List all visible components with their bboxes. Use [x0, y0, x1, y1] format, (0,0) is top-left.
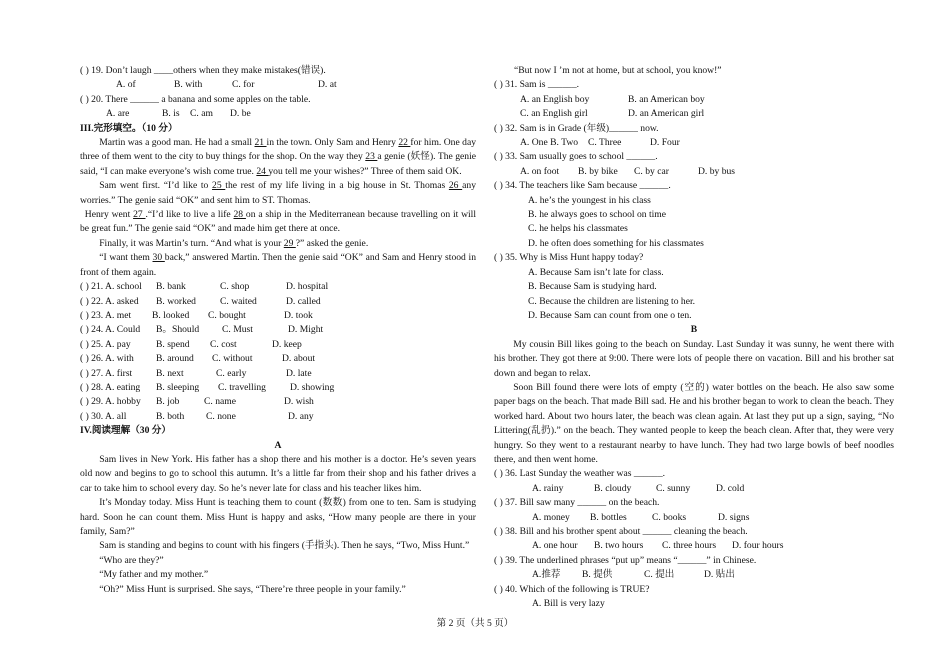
question-options [494, 237, 894, 251]
blank-26: 26 [448, 180, 463, 192]
q20-options [80, 107, 476, 121]
q20-opt-d: D. be [230, 108, 251, 120]
question-options [494, 136, 894, 150]
blank-30: 30 [152, 252, 165, 264]
left-column [80, 64, 476, 597]
blank-23: 23 [365, 151, 378, 163]
cloze-option-row: ( ) 28. A. eating B. sleeping C. travelling D. showing [80, 381, 335, 393]
cloze-option-row: ( ) 30. A. all B. both C. none D. any [80, 410, 314, 422]
answer-option: A. an English boy [520, 93, 590, 105]
page-number-footer: 第 2 页（共 5 页） [436, 618, 514, 629]
right-column [494, 64, 894, 611]
blank-27: 27 [133, 209, 146, 221]
answer-option: D. 贴出 [704, 569, 735, 581]
answer-option: D. signs [718, 511, 750, 523]
passage-b-paragraph: My cousin Bill likes going to the beach on Sunday. Last Sunday it was sunny, he went there with his brother. They got there at 9:00. There were lots of people there on vacation. Bill and his brother sat down and began to relax. [494, 338, 894, 379]
answer-option: C. three hours [662, 540, 717, 552]
question-stem: ( ) 35. Why is Miss Hunt happy today? [494, 252, 644, 264]
question-options [494, 539, 894, 553]
answer-option: B. cloudy [594, 482, 632, 494]
answer-option: D. by bus [698, 165, 736, 177]
passage-a-closing-quote: “But now I ’m not at home, but at school, you know!” [514, 65, 722, 76]
answer-option: C. sunny [656, 482, 691, 494]
answer-option: A. money [532, 511, 570, 523]
answer-option: C. he helps his classmates [528, 223, 628, 235]
question-options [494, 482, 894, 496]
q20-opt-b: B. is [162, 108, 180, 120]
answer-option: D. Because Sam can count from one o ten. [528, 309, 692, 321]
passage-b-paragraph: Soon Bill found there were lots of empty (空的) water bottles on the beach. He also saw some paper bags on the beach. That made Bill sad. He and his brother began to work to clean the beach. They worked hard. About two hours later, the beach was clean again. At last they put up a sign, saying, “No Littering(乱扔).” on the beach. They wanted people to keep the beach clean. After that, they were very hungry. So they went to a restaurant nearby to have lunch. They had two large bowls of beef noodles there, and then went home. [494, 381, 894, 465]
passage-a-label: A [274, 439, 282, 451]
cloze-option-row: ( ) 21. A. school B. bank C. shop D. hospital [80, 281, 329, 293]
question-options [494, 266, 894, 280]
cloze-option-row: ( ) 25. A. pay B. spend C. cost D. keep [80, 338, 302, 350]
answer-option: C. 提出 [644, 569, 675, 581]
answer-option: A. rainy [532, 482, 564, 494]
answer-option: A.推荐 [532, 569, 561, 581]
question-options [494, 208, 894, 222]
question-options [494, 280, 894, 294]
question-stem: ( ) 32. Sam is in Grade (年级)______ now. [494, 122, 659, 134]
q20-opt-a: A. are [106, 108, 130, 120]
question-stem: ( ) 40. Which of the following is TRUE? [494, 583, 650, 595]
question-options [494, 309, 894, 323]
passage-a-paragraph: Sam lives in New York. His father has a shop there and his mother is a doctor. He’s seven years old now and begins to go to school this autumn. It’s a little far from their shop and his father drives a car to take him to school every day. So he’s never late for class and his teacher likes him. [80, 453, 476, 494]
question-options [494, 93, 894, 107]
question-options [494, 295, 894, 309]
q19-opt-a: A. of [116, 79, 136, 91]
question-stem: ( ) 36. Last Sunday the weather was ______. [494, 468, 666, 480]
passage-a-paragraph: It’s Monday today. Miss Hunt is teaching them to count (数数) from one to ten. Sam is studying hard. Soon he can count them. Miss Hunt is happy and asks, “How many people are there in your family, Sam?” [80, 497, 476, 537]
cloze-paragraph-5: “I want them 30 back,” answered Martin. Then the genie said “OK” and Sam and Henry stood in front of them again. [80, 252, 476, 278]
question-options [494, 165, 894, 179]
answer-option: B. an American boy [628, 93, 705, 105]
cloze-options-list [80, 280, 476, 424]
cloze-option-row: ( ) 23. A. met B. looked C. bought D. took [80, 309, 313, 321]
answer-option: B. bottles [590, 511, 627, 523]
blank-28: 28 [233, 209, 246, 221]
passage-a-paragraph: “Who are they?” [99, 554, 164, 566]
question-stem: ( ) 39. The underlined phrases “put up” means “______” in Chinese. [494, 554, 757, 566]
answer-option: A. Because Sam isn’t late for class. [528, 266, 664, 278]
answer-option: A. Bill is very lazy [532, 598, 605, 610]
passage-a-paragraph: “Oh?” Miss Hunt is surprised. She says, “There’re three people in your family.” [99, 583, 406, 595]
cloze-option-row: ( ) 29. A. hobby B. job C. name D. wish [80, 396, 314, 408]
question-stem: ( ) 31. Sam is ______. [494, 79, 580, 91]
cloze-paragraph-1: Martin was a good man. He had a small 21 in the town. Only Sam and Henry 22 for him. One day three of them went to the city to buy things for the shop. On the way they 23 a genie (妖怪). The genie said, “I can make everyone’s wish come true. 24 you tell me your wishes?” Three of them said OK. [80, 137, 477, 177]
blank-29: 29 [283, 237, 296, 249]
passage-a-paragraph: “My father and my mother.” [99, 569, 209, 581]
questions-36-40 [494, 467, 894, 611]
answer-option: D. he often does something for his classmates [528, 237, 704, 249]
blank-21: 21 [254, 137, 267, 149]
cloze-option-row: ( ) 22. A. asked B. worked C. waited D. called [80, 295, 321, 307]
cloze-option-row: ( ) 24. A. Could B。Should C. Must D. Might [80, 324, 324, 336]
answer-option: C. books [652, 511, 687, 523]
question-options [494, 222, 894, 236]
section-4-title: IV.阅读理解（30 分） [80, 425, 171, 437]
blank-24: 24 [256, 165, 269, 177]
question-options [494, 568, 894, 582]
cloze-paragraph-3: Henry went 27 .“I’d like to live a life 28 on a ship in the Mediterranean because travelling on it will be great fun.” The genie said “OK” and made him get there at once. [80, 209, 477, 235]
answer-option: D. cold [716, 482, 745, 494]
answer-option: A. on foot [520, 165, 560, 177]
question-options [494, 107, 894, 121]
blank-25: 25 [212, 180, 226, 192]
q19-opt-b: B. with [174, 79, 203, 91]
answer-option: D. an American girl [628, 108, 705, 120]
answer-option: B. two hours [594, 540, 644, 552]
answer-option: C. Because the children are listening to her. [528, 295, 696, 307]
question-stem: ( ) 37. Bill saw many ______ on the beach. [494, 497, 660, 509]
passage-a-paragraph: Sam is standing and begins to count with his fingers (手指头). Then he says, “Two, Miss Hunt.” [99, 540, 470, 552]
blank-22: 22 [398, 137, 411, 149]
question-stem: ( ) 33. Sam usually goes to school ______. [494, 151, 658, 163]
q20-opt-c: C. am [190, 108, 213, 120]
q20-stem: ( ) 20. There ______ a banana and some apples on the table. [80, 93, 311, 105]
answer-option: D. Four [650, 137, 680, 149]
q19-options [80, 78, 476, 92]
cloze-option-row: ( ) 27. A. first B. next C. early D. late [80, 367, 312, 379]
q19-opt-d: D. at [318, 79, 337, 91]
answer-option: B. by bike [578, 165, 618, 177]
answer-option: B. Because Sam is studying hard. [528, 281, 657, 293]
cloze-option-row: ( ) 26. A. with B. around C. without D. about [80, 353, 316, 365]
question-options [494, 194, 894, 208]
question-stem: ( ) 38. Bill and his brother spent about ______ cleaning the beach. [494, 526, 748, 537]
answer-option: C. by car [634, 165, 669, 177]
q19-opt-c: C. for [232, 79, 255, 91]
question-stem: ( ) 34. The teachers like Sam because ______. [494, 180, 671, 192]
questions-31-35 [494, 78, 894, 323]
question-options [494, 511, 894, 525]
question-options [494, 597, 894, 611]
cloze-paragraph-4: Finally, it was Martin’s turn. “And what is your 29 ?” asked the genie. [99, 237, 369, 249]
answer-option: C. an English girl [520, 108, 588, 120]
passage-b-label: B [690, 324, 698, 336]
q19-stem: ( ) 19. Don’t laugh ____others when they make mistakes(错误). [80, 65, 326, 76]
cloze-paragraph-2: Sam went first. “I’d like to 25 the rest of my life living in a big house in St. Thomas 26 any worries.” The genie said “OK” and sent him to ST. Thomas. [80, 180, 476, 206]
answer-option: A. One B. Two [520, 137, 579, 149]
answer-option: A. he’s the youngest in his class [528, 194, 651, 206]
answer-option: C. Three [588, 137, 622, 149]
answer-option: D. four hours [732, 540, 784, 552]
section-3-title: III.完形填空。（10 分） [80, 122, 178, 134]
answer-option: A. one hour [532, 540, 578, 552]
answer-option: B. he always goes to school on time [528, 209, 667, 221]
answer-option: B. 提供 [582, 569, 613, 581]
